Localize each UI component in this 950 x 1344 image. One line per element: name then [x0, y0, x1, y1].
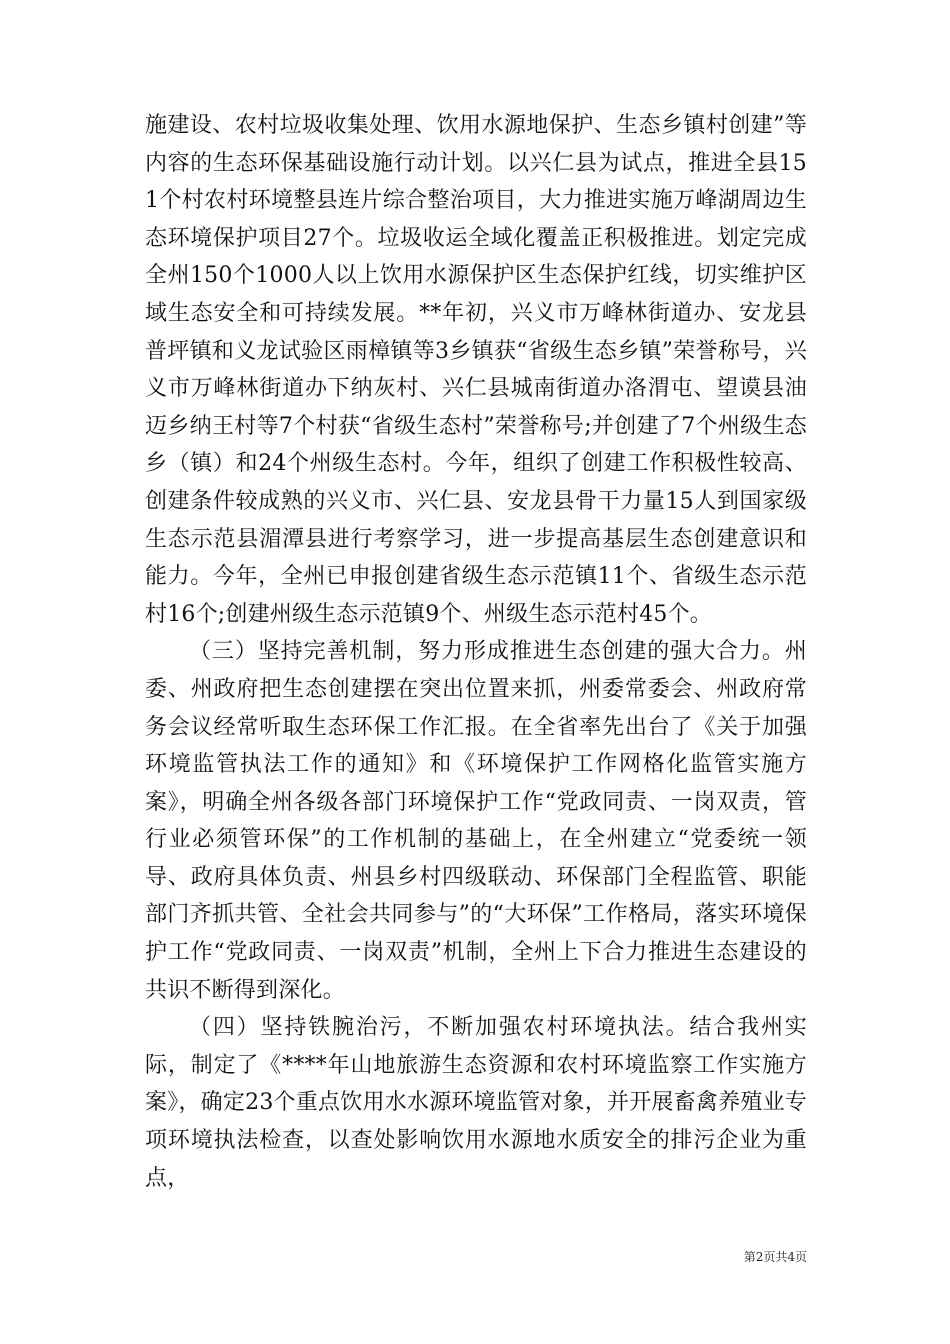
page-number-footer: 第2页共4页 [743, 1250, 807, 1264]
paragraph-section-four: （四）坚持铁腕治污，不断加强农村环境执法。结合我州实际，制定了《****年山地旅游生态资源和农村环境监察工作实施方案》，确定23个重点饮用水水源环境监管对象，并开展畜禽养殖业专项环境执法检查，以查处影响饮用水源地水质安全的排污企业为重点， [145, 1015, 807, 1191]
document-body [145, 107, 807, 1197]
paragraph-section-three: （三）坚持完善机制，努力形成推进生态创建的强大合力。州委、州政府把生态创建摆在突出位置来抓，州委常委会、州政府常务会议经常听取生态环保工作汇报。在全省率先出台了《关于加强环境监管执法工作的通知》和《环境保护工作网格化监管实施方案》，明确全州各级各部门环境保护工作“党政同责、一岗双责，管行业必须管环保”的工作机制的基础上，在全州建立“党委统一领导、政府具体负责、州县乡村四级联动、环保部门全程监管、职能部门齐抓共管、全社会共同参与”的“大环保”工作格局，落实环境保护工作“党政同责、一岗双责”机制，全州上下合力推进生态建设的共识不断得到深化。 [145, 639, 807, 1003]
paragraph-continuation: 施建设、农村垃圾收集处理、饮用水源地保护、生态乡镇村创建”等内容的生态环保基础设施行动计划。以兴仁县为试点，推进全县151个村农村环境整县连片综合整治项目，大力推进实施万峰湖周边生态环境保护项目27个。垃圾收运全域化覆盖正积极推进。划定完成全州150个1000人以上饮用水源保护区生态保护红线，切实维护区域生态安全和可持续发展。**年初，兴义市万峰林街道办、安龙县普坪镇和义龙试验区雨樟镇等3乡镇获“省级生态乡镇”荣誉称号，兴义市万峰林街道办下纳灰村、兴仁县城南街道办洛渭屯、望谟县油迈乡纳王村等7个村获“省级生态村”荣誉称号;并创建了7个州级生态乡（镇）和24个州级生态村。今年，组织了创建工作积极性较高、创建条件较成熟的兴义市、兴仁县、安龙县骨干力量15人到国家级生态示范县湄潭县进行考察学习，进一步提高基层生态创建意识和能力。今年，全州已申报创建省级生态示范镇11个、省级生态示范村16个;创建州级生态示范镇9个、州级生态示范村45个。 [145, 113, 807, 627]
